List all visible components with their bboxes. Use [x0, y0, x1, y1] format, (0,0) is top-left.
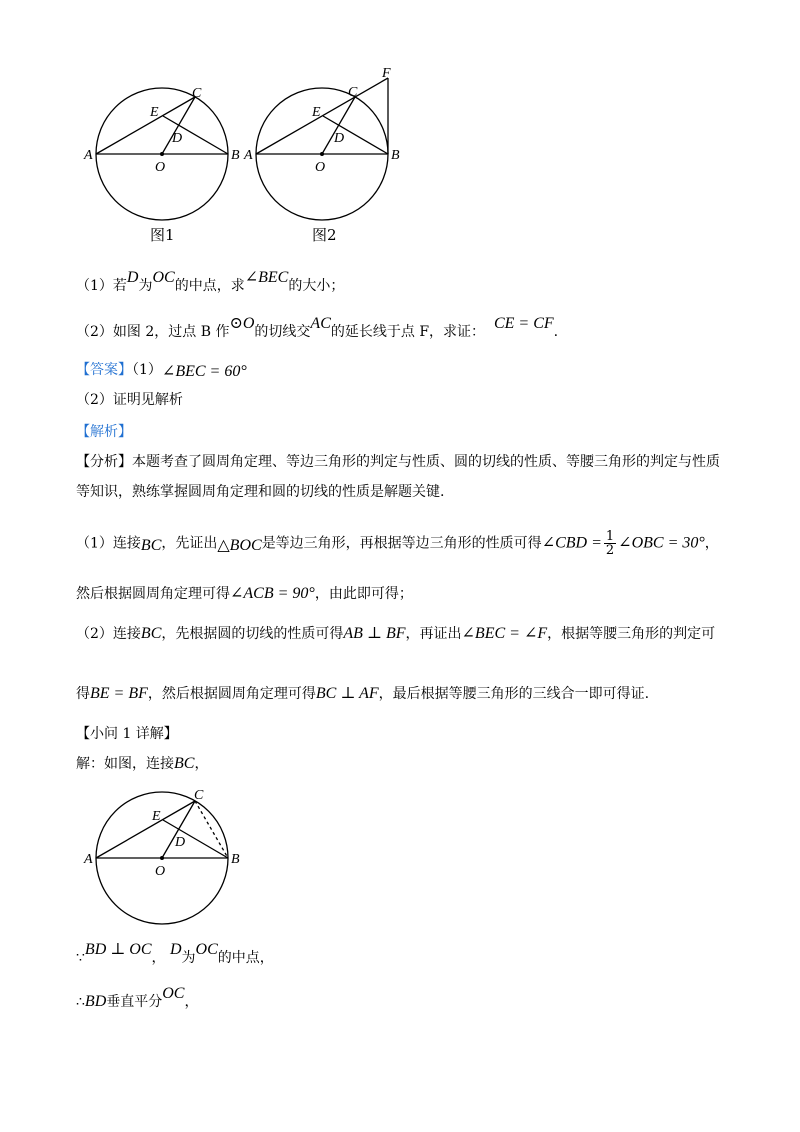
- figure-1-diagram: [80, 70, 250, 230]
- label-o: O: [155, 864, 166, 879]
- answer-tag: 【答案】: [76, 362, 132, 378]
- analysis-intro-2: 等知识，熟练掌握圆周角定理和圆的切线的性质是解题关键.: [76, 484, 445, 500]
- center-point: [160, 152, 164, 156]
- label-d: D: [175, 835, 186, 850]
- label-f: F: [382, 66, 391, 81]
- label-e: E: [150, 105, 159, 120]
- segment-bc-dashed: [195, 801, 228, 858]
- label-e: E: [152, 809, 161, 824]
- figure-2-caption: 图2: [312, 226, 337, 244]
- analysis-part-2: （2）连接BC，先根据圆的切线的性质可得AB ⊥ BF，再证出∠BEC = ∠F，根据等腰三角形的判定可: [76, 625, 716, 642]
- question-1: （1）若D为OC的中点，求∠BEC的大小；: [76, 269, 345, 294]
- label-b: B: [231, 148, 240, 163]
- answer-part-2: （2）证明见解析: [76, 392, 183, 408]
- label-a: A: [84, 852, 93, 867]
- label-a: A: [84, 148, 93, 163]
- analysis-part-1-line-2: 然后根据圆周角定理可得∠ACB = 90°，由此即可得；: [76, 585, 413, 602]
- figure-2-diagram: [240, 62, 410, 232]
- label-b: B: [231, 852, 240, 867]
- label-c: C: [194, 788, 204, 803]
- center-point: [320, 152, 324, 156]
- label-o: O: [155, 160, 166, 175]
- label-d: D: [172, 131, 183, 146]
- label-e: E: [312, 105, 321, 120]
- detail-solution-intro: 解：如图，连接BC，: [76, 755, 209, 772]
- question-2: （2）如图 2，过点 B 作⊙O的切线交AC的延长线于点 F，求证： CE = CF.: [76, 315, 559, 340]
- analysis-part-2-line-2: 得BE = BF，然后根据圆周角定理可得BC ⊥ AF，最后根据等腰三角形的三线合一即可得证.: [76, 685, 650, 702]
- label-c: C: [192, 86, 202, 101]
- label-c: C: [348, 85, 358, 100]
- detail-therefore: ∴BD垂直平分OC，: [76, 985, 199, 1010]
- analysis-tag: 【解析】: [76, 424, 132, 440]
- analysis-part-1: （1）连接BC，先证出△BOC是等边三角形，再根据等边三角形的性质可得∠CBD = $\frac{1}{2}$ ∠OBC = 30°，: [76, 529, 719, 558]
- label-d: D: [334, 131, 345, 146]
- answer-line: 【答案】（1）∠BEC = 60°: [76, 362, 247, 380]
- analysis-intro-1: 【分析】本题考查了圆周角定理、等边三角形的判定与性质、圆的切线的性质、等腰三角形的判定与性质: [76, 454, 720, 470]
- label-o: O: [315, 160, 326, 175]
- fraction-half: $\frac{1}{2}$: [605, 529, 615, 558]
- detail-because: ∵BD ⊥ OC， D为OC的中点，: [76, 941, 274, 966]
- label-a: A: [244, 148, 253, 163]
- detail-header: 【小问 1 详解】: [76, 726, 178, 742]
- figure-3-diagram: [80, 782, 250, 942]
- label-b: B: [391, 148, 400, 163]
- figure-1-caption: 图1: [150, 226, 175, 244]
- center-point: [160, 856, 164, 860]
